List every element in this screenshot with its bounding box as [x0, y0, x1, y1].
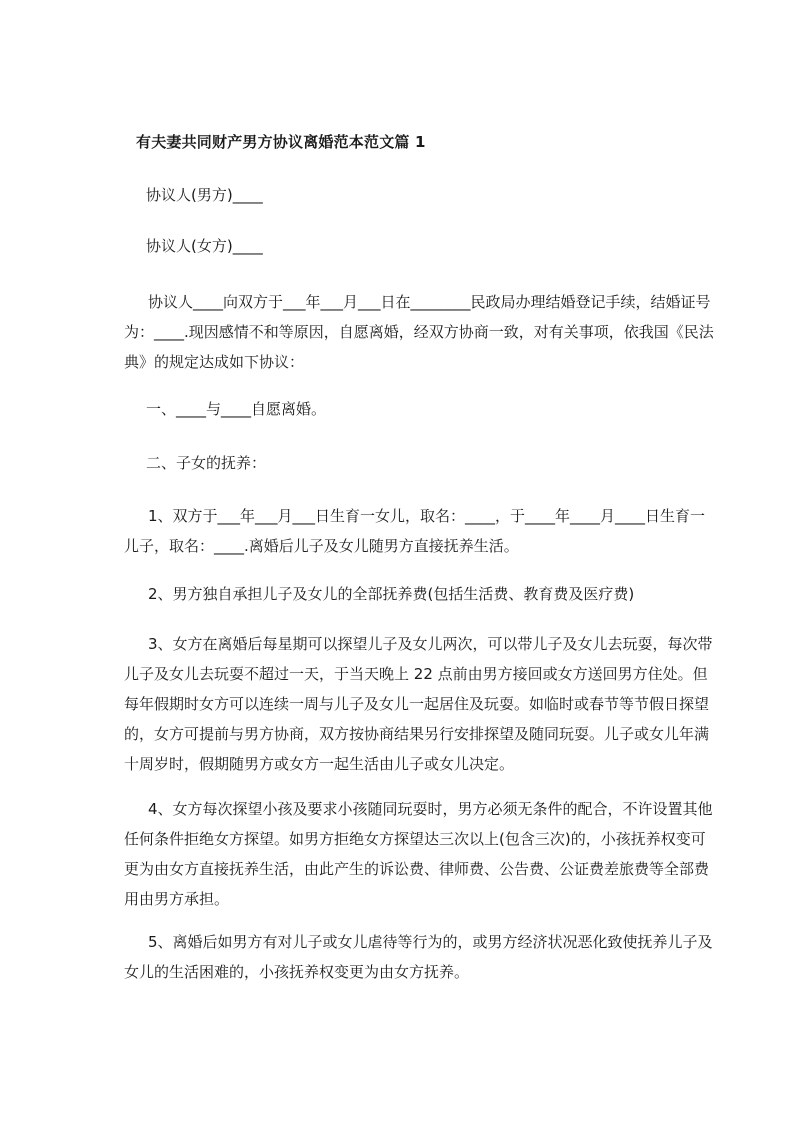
item-2: 2、男方独自承担儿子及女儿的全部抚养费(包括生活费、教育费及医疗费) [148, 585, 635, 603]
item-1-text: 1、双方于___年___月___日生育一女儿，取名：____，于____年____月____日生育一儿子，取名：____.离婚后儿子及女儿随男方直接抚养生活。 [124, 507, 706, 555]
intro-paragraph [124, 287, 714, 377]
item-4-paragraph [124, 794, 714, 914]
item-5-paragraph [124, 927, 714, 987]
clause-1: 一、____与____自愿离婚。 [146, 400, 327, 418]
party-female: 协议人(女方)____ [146, 237, 263, 255]
item-3-text: 3、女方在离婚后每星期可以探望儿子及女儿两次，可以带儿子及女儿去玩耍，每次带儿子及女儿去玩耍不超过一天，于当天晚上 22 点前由男方接回或女方送回男方住处。但每年假期时女方可以连续一周与儿子及女儿一起居住及玩耍。如临时或春节等节假日探望的，女方可提前与男方协商，双方按协商结果另行安排探望及随同玩耍。儿子或女儿年满十周岁时，假期随男方或女方一起生活由儿子或女儿决定。 [124, 635, 713, 773]
clause-2: 二、子女的抚养： [146, 454, 267, 472]
item-4-text: 4、女方每次探望小孩及要求小孩随同玩耍时，男方必须无条件的配合，不许设置其他任何条件拒绝女方探望。如男方拒绝女方探望达三次以上(包含三次)的，小孩抚养权变可更为由女方直接抚养生活，由此产生的诉讼费、律师费、公告费、公证费差旅费等全部费用由男方承担。 [124, 800, 713, 908]
item-5-text: 5、离婚后如男方有对儿子或女儿虐待等行为的，或男方经济状况恶化致使抚养儿子及女儿的生活困难的，小孩抚养权变更为由女方抚养。 [124, 933, 713, 981]
party-male: 协议人(男方)____ [146, 186, 263, 204]
item-3-paragraph [124, 629, 714, 779]
document-title: 有夫妻共同财产男方协议离婚范本范文篇 1 [136, 133, 426, 151]
intro-text: 协议人____向双方于___年___月___日在________民政局办理结婚登记手续，结婚证号为：____.现因感情不和等原因，自愿离婚，经双方协商一致，对有关事项，依我国《民法典》的规定达成如下协议： [124, 293, 714, 371]
item-1-paragraph [124, 501, 714, 561]
